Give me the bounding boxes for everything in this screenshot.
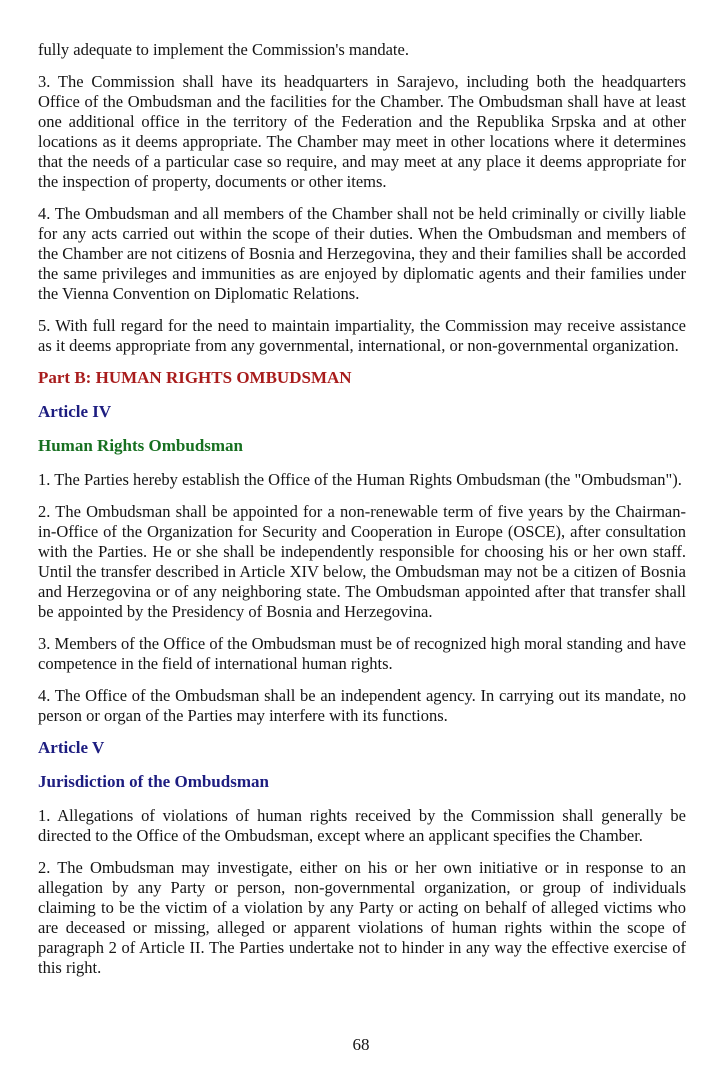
body-paragraph-2-appointment: 2. The Ombudsman shall be appointed for a non-renewable term of five years by the Chairman-in-Office of the Organization for Security and Cooperation in Europe (OSCE), after consultation with the Parties. He or she shall be independently responsible for choosing his or her own staff. Until the transfer described in Article XIV below, the Ombudsman may not be a citizen of Bosnia and Herzegovina or of any neighboring state. The Ombudsman appointed after that transfer shall be appointed by the Presidency of Bosnia and Herzegovina. bbox=[38, 502, 686, 621]
part-b-heading: Part B: HUMAN RIGHTS OMBUDSMAN bbox=[38, 368, 352, 387]
body-paragraph-5-assistance: 5. With full regard for the need to maintain impartiality, the Commission may receive assistance as it deems appropriate from any governmental, international, or non-governmental organization. bbox=[38, 316, 686, 355]
body-paragraph-continuation: fully adequate to implement the Commission's mandate. bbox=[38, 40, 409, 59]
human-rights-ombudsman-heading: Human Rights Ombudsman bbox=[38, 436, 244, 455]
body-paragraph-4-independent: 4. The Office of the Ombudsman shall be an independent agency. In carrying out its mandate, no person or organ of the Parties may interfere with its functions. bbox=[38, 686, 686, 725]
body-paragraph-3-members: 3. Members of the Office of the Ombudsman must be of recognized high moral standing and have competence in the field of international human rights. bbox=[38, 634, 686, 673]
body-paragraph-1-allegations: 1. Allegations of violations of human rights received by the Commission shall generally be directed to the Office of the Ombudsman, except where an applicant specifies the Chamber. bbox=[38, 806, 686, 845]
body-paragraph-3-headquarters: 3. The Commission shall have its headquarters in Sarajevo, including both the headquarters Office of the Ombudsman and the facilities for the Chamber. The Ombudsman shall have at least one additional office in the territory of the Federation and the Republika Srpska and at other locations as it deems appropriate. The Chamber may meet in other locations where it determines that the needs of a particular case so require, and may meet at any place it deems appropriate for the inspection of property, documents or other items. bbox=[38, 72, 686, 191]
body-paragraph-4-immunities: 4. The Ombudsman and all members of the Chamber shall not be held criminally or civilly liable for any acts carried out within the scope of their duties. When the Ombudsman and members of the Chamber are not citizens of Bosnia and Herzegovina, they and their families shall be accorded the same privileges and immunities as are enjoyed by diplomatic agents and their families under the Vienna Convention on Diplomatic Relations. bbox=[38, 204, 686, 303]
page-number: 68 bbox=[352, 1035, 370, 1054]
body-paragraph-2-investigate: 2. The Ombudsman may investigate, either on his or her own initiative or in response to an allegation by any Party or person, non-governmental organization, or group of individuals claiming to be the victim of a violation by any Party or acting on behalf of alleged victims who are deceased or missing, alleged or apparent violations of human rights within the scope of paragraph 2 of Article II. The Parties undertake not to hinder in any way the effective exercise of this right. bbox=[38, 858, 686, 977]
article-iv-heading: Article IV bbox=[38, 402, 112, 421]
jurisdiction-heading: Jurisdiction of the Ombudsman bbox=[38, 772, 269, 791]
article-v-heading: Article V bbox=[38, 738, 105, 757]
body-paragraph-1-establish: 1. The Parties hereby establish the Office of the Human Rights Ombudsman (the "Ombudsman"). bbox=[38, 470, 682, 489]
